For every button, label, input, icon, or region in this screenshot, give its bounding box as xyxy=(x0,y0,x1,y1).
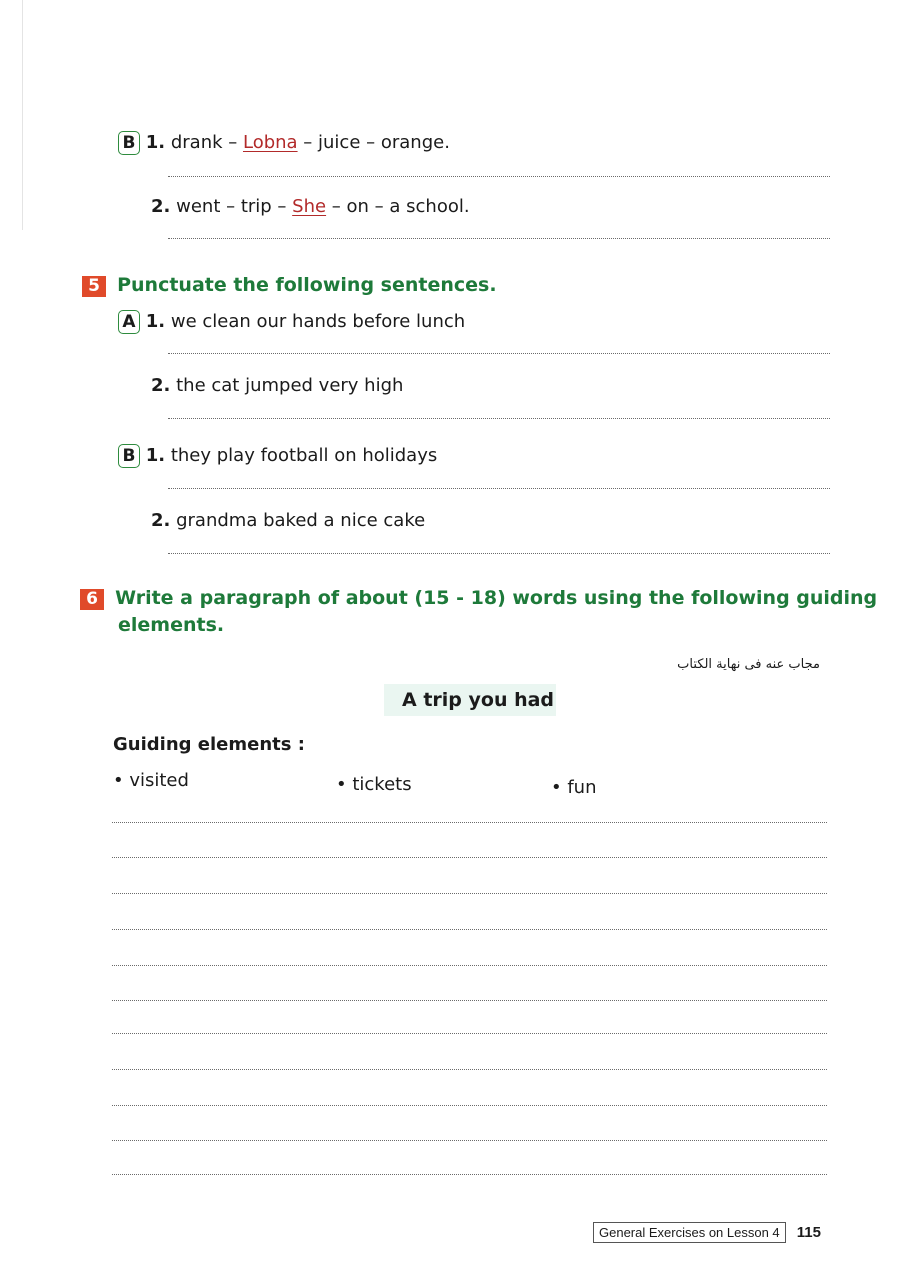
writing-line[interactable] xyxy=(112,1140,827,1141)
writing-line[interactable] xyxy=(112,1105,827,1106)
paragraph-topic: A trip you had xyxy=(384,684,556,716)
answer-line[interactable] xyxy=(168,176,830,177)
item-text-underlined: Lobna xyxy=(242,132,298,153)
item-text: they play football on holidays xyxy=(170,445,438,466)
answer-key-note: مجاب عنه فى نهاية الكتاب xyxy=(677,657,820,672)
exercise-5b-item-1 xyxy=(118,444,437,468)
answer-line[interactable] xyxy=(168,238,830,239)
writing-line[interactable] xyxy=(112,857,827,858)
item-text-underlined: She xyxy=(292,196,327,217)
exercise-5a-item-2 xyxy=(151,374,403,398)
item-text: grandma baked a nice cake xyxy=(176,510,426,531)
item-text-post: – on – a school. xyxy=(326,196,470,217)
guiding-element-1: • visited xyxy=(113,770,189,791)
group-badge-b: B xyxy=(118,131,140,155)
item-text: we clean our hands before lunch xyxy=(170,311,466,332)
writing-line[interactable] xyxy=(112,822,827,823)
item-text-pre: drank – xyxy=(170,132,243,153)
exercise-5b-item-2 xyxy=(151,509,425,533)
exercise-5a-item-1 xyxy=(118,310,465,334)
section-title-line-2: elements. xyxy=(118,614,225,636)
writing-line[interactable] xyxy=(112,1069,827,1070)
exercise-4b-item-1 xyxy=(118,131,450,155)
item-number: 2. xyxy=(151,196,171,217)
guiding-element-2: • tickets xyxy=(336,774,412,795)
footer-lesson-label: General Exercises on Lesson 4 xyxy=(593,1222,786,1243)
answer-line[interactable] xyxy=(168,553,830,554)
item-text-pre: went – trip – xyxy=(176,196,293,217)
item-number: 2. xyxy=(151,510,171,531)
guiding-element-3: • fun xyxy=(551,777,597,798)
page-footer xyxy=(593,1222,821,1241)
writing-line[interactable] xyxy=(112,893,827,894)
item-number: 1. xyxy=(145,445,166,466)
guiding-elements-label: Guiding elements : xyxy=(113,734,305,755)
item-text-post: – juice – orange. xyxy=(297,132,450,153)
writing-line[interactable] xyxy=(112,1000,827,1001)
group-badge-a: A xyxy=(118,310,140,334)
answer-line[interactable] xyxy=(168,418,830,419)
writing-line[interactable] xyxy=(112,929,827,930)
writing-line[interactable] xyxy=(112,1033,827,1034)
section-number: 5 xyxy=(82,276,106,297)
section-number: 6 xyxy=(80,589,104,610)
page-number: 115 xyxy=(796,1224,821,1241)
answer-line[interactable] xyxy=(168,488,830,489)
group-badge-b: B xyxy=(118,444,140,468)
item-number: 1. xyxy=(145,132,166,153)
section-title-line-1: Write a paragraph of about (15 - 18) words using the following guiding xyxy=(115,587,878,609)
section-title: Punctuate the following sentences. xyxy=(117,274,497,296)
item-number: 1. xyxy=(145,311,166,332)
section-5-header xyxy=(82,272,497,299)
answer-line[interactable] xyxy=(168,353,830,354)
writing-line[interactable] xyxy=(112,1174,827,1175)
exercise-4b-item-2 xyxy=(151,195,470,219)
section-6-header xyxy=(80,585,877,612)
page-margin-line xyxy=(22,0,23,230)
item-number: 2. xyxy=(151,375,171,396)
item-text: the cat jumped very high xyxy=(176,375,404,396)
writing-line[interactable] xyxy=(112,965,827,966)
